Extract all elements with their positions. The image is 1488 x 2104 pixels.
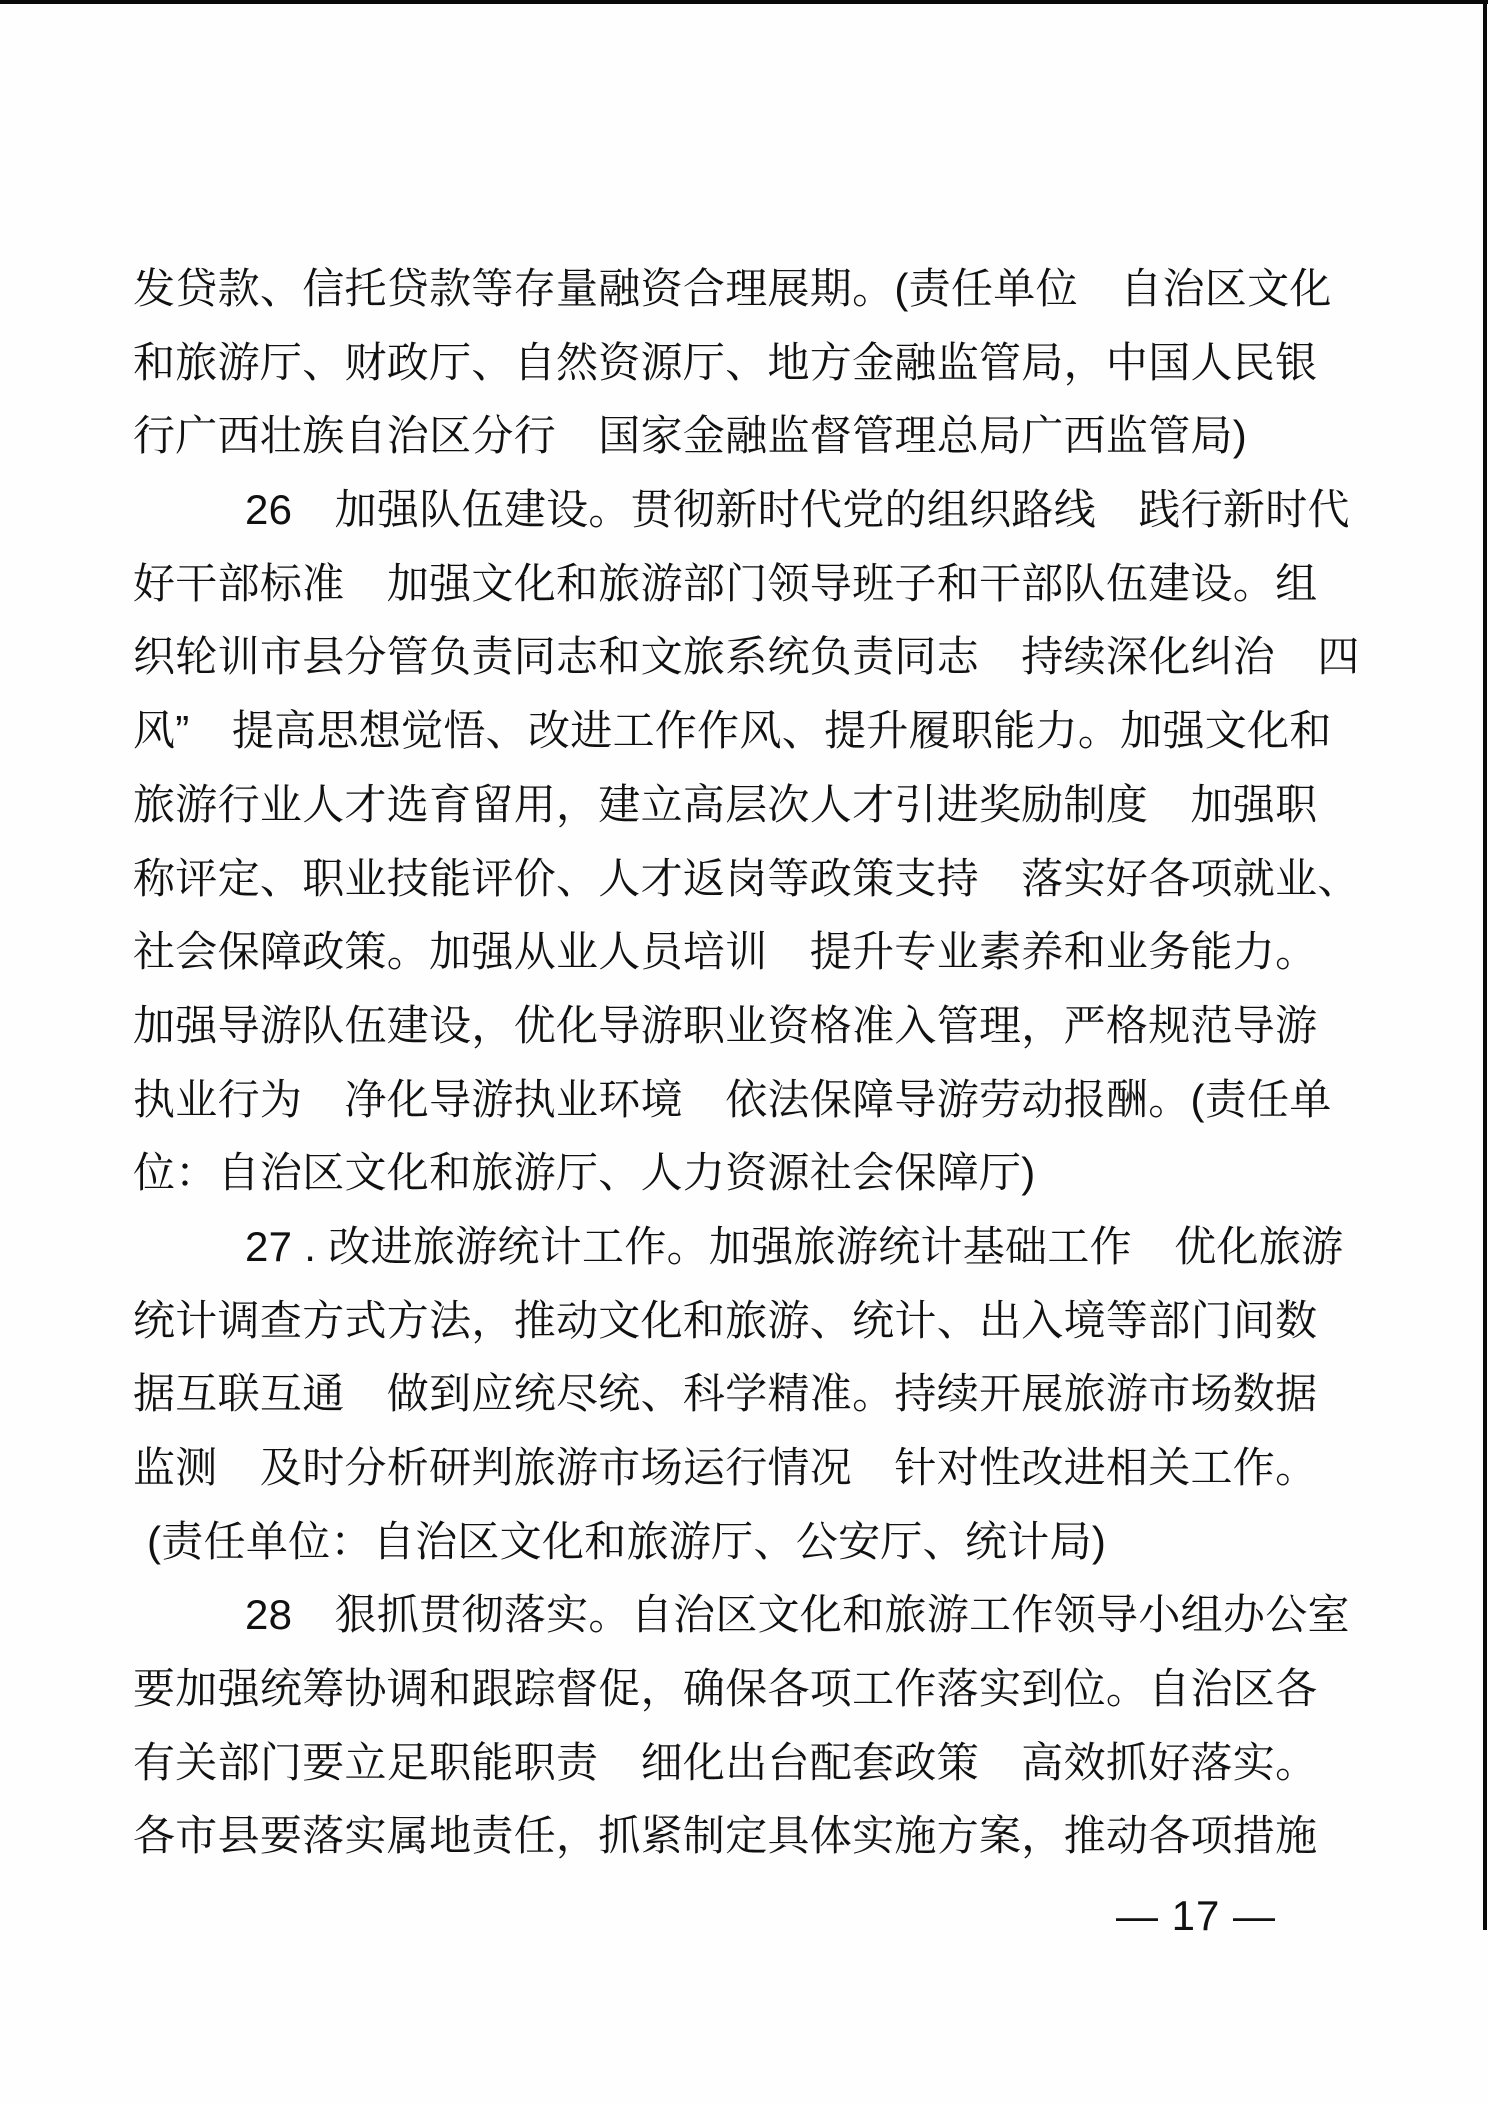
text-line: 旅游行业人才选育留用，建立高层次人才引进奖励制度 加强职 — [133, 780, 1318, 828]
text-line: 行广西壮族自治区分行 国家金融监督管理总局广西监管局) — [133, 412, 1248, 460]
text-line: 统计调查方式方法，推动文化和旅游、统计、出入境等部门间数 — [133, 1296, 1318, 1344]
text-line: 加强导游队伍建设，优化导游职业资格准入管理，严格规范导游 — [133, 1001, 1318, 1049]
scan-artifact-top-edge — [0, 0, 1488, 4]
text-line: 风” 提高思想觉悟、改进工作作风、提升履职能力。加强文化和 — [133, 707, 1332, 755]
page-number: — 17 — — [1115, 1892, 1276, 1939]
text-line: 和旅游厅、财政厅、自然资源厅、地方金融监管局，中国人民银 — [133, 338, 1318, 386]
scan-artifact-right-edge — [1483, 0, 1487, 1930]
text-line: 要加强统筹协调和跟踪督促，确保各项工作落实到位。自治区各 — [133, 1665, 1318, 1713]
text-line-item-27-start: 27 . 改进旅游统计工作。加强旅游统计基础工作 优化旅游 — [245, 1222, 1344, 1270]
text-line: 称评定、职业技能评价、人才返岗等政策支持 落实好各项就业、 — [133, 854, 1360, 902]
document-body — [133, 252, 1360, 1873]
text-line-item-28-start: 28 狠抓贯彻落实。自治区文化和旅游工作领导小组办公室 — [245, 1591, 1350, 1639]
text-line: 有关部门要立足职能职责 细化出台配套政策 高效抓好落实。 — [133, 1738, 1318, 1786]
text-line: (责任单位：自治区文化和旅游厅、公安厅、统计局) — [147, 1517, 1107, 1565]
text-line: 据互联互通 做到应统尽统、科学精准。持续开展旅游市场数据 — [133, 1370, 1318, 1418]
text-line: 监测 及时分析研判旅游市场运行情况 针对性改进相关工作。 — [133, 1444, 1318, 1491]
text-line: 好干部标准 加强文化和旅游部门领导班子和干部队伍建设。组 — [133, 559, 1318, 607]
text-line: 社会保障政策。加强从业人员培训 提升专业素养和业务能力。 — [133, 928, 1318, 976]
text-line: 执业行为 净化导游执业环境 依法保障导游劳动报酬。(责任单 — [133, 1075, 1332, 1123]
text-line: 发贷款、信托贷款等存量融资合理展期。(责任单位 自治区文化 — [133, 265, 1332, 312]
text-line: 位：自治区文化和旅游厅、人力资源社会保障厅) — [133, 1149, 1036, 1197]
text-line: 织轮训市县分管负责同志和文旅系统负责同志 持续深化纠治 四 — [133, 633, 1360, 681]
text-line-item-26-start: 26 加强队伍建设。贯彻新时代党的组织路线 践行新时代 — [245, 486, 1350, 534]
text-line: 各市县要落实属地责任，抓紧制定具体实施方案，推动各项措施 — [133, 1812, 1318, 1860]
